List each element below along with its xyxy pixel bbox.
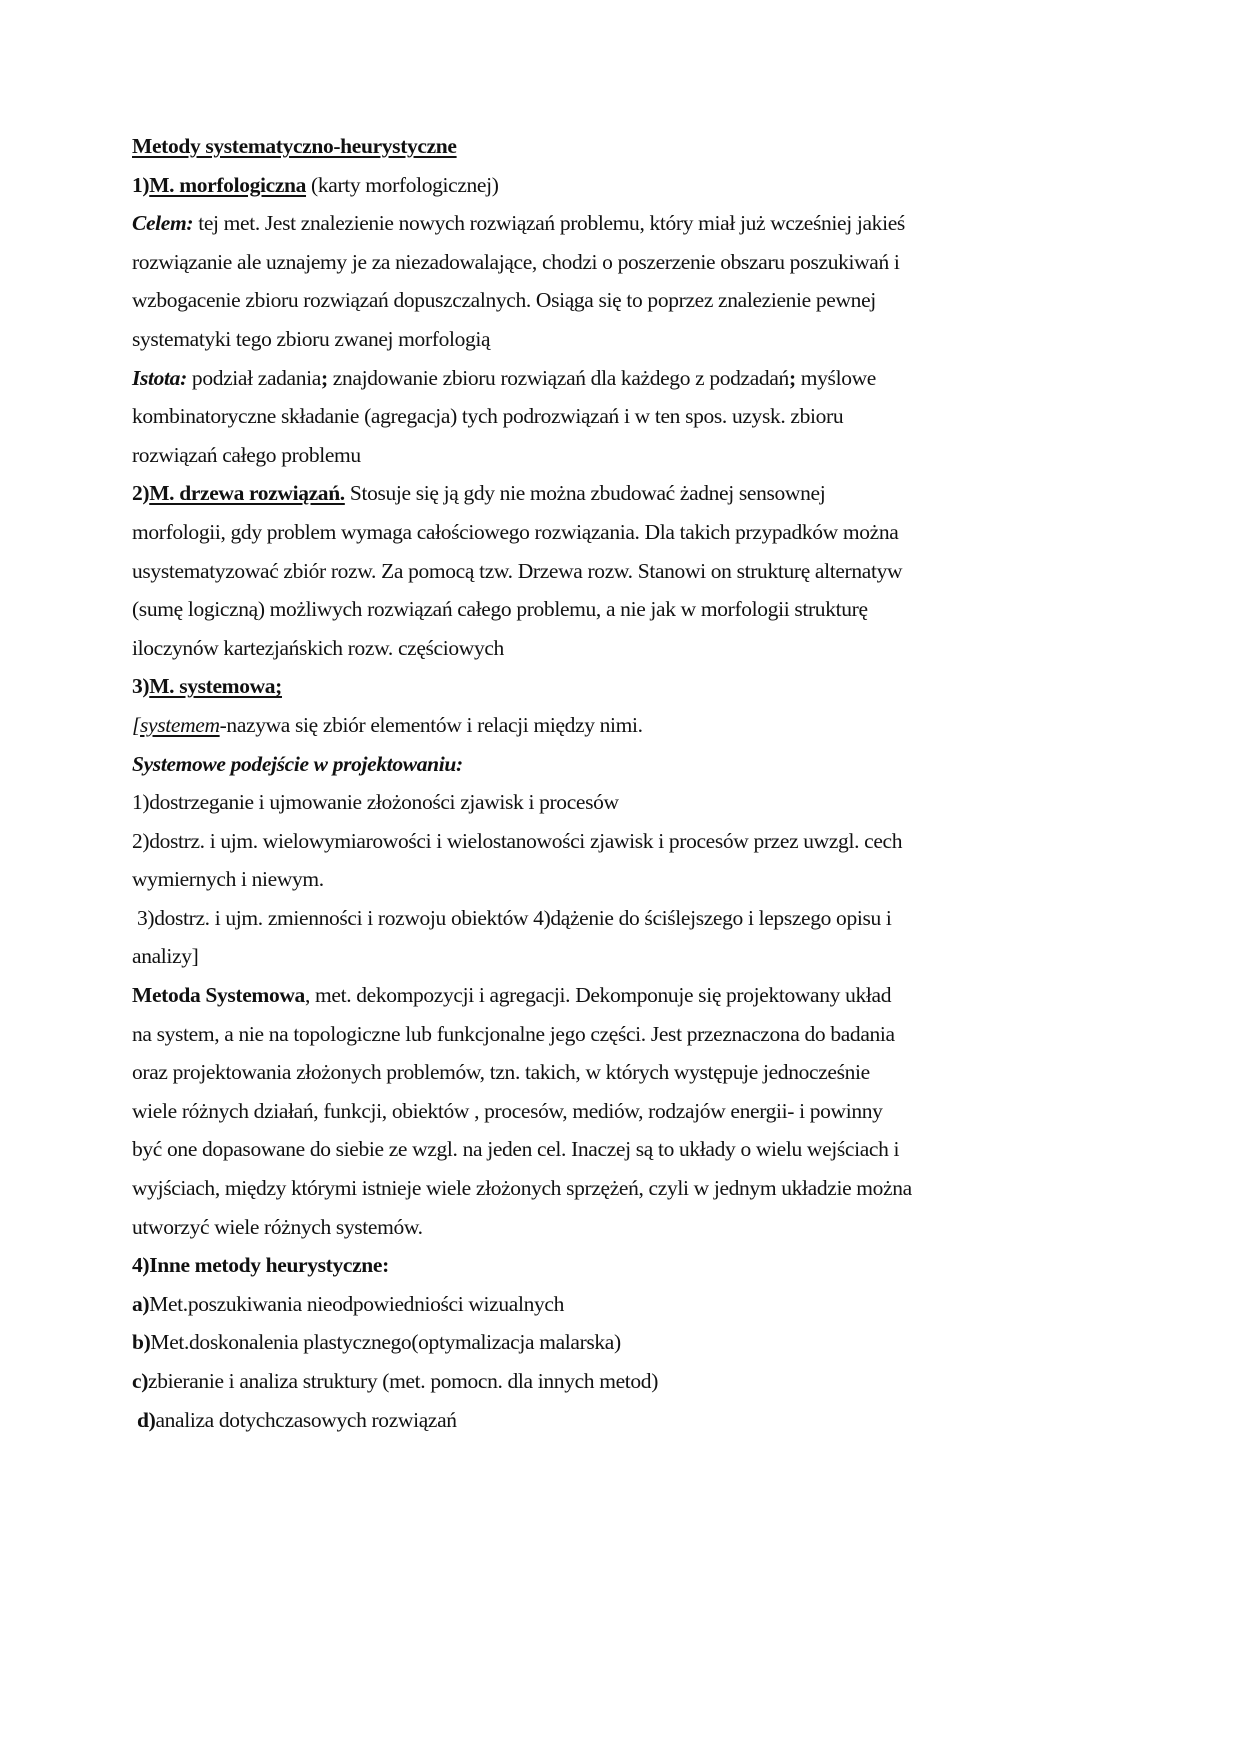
text-line — [132, 1323, 1112, 1362]
text-run: oraz projektowania złożonych problemów, tzn. takich, w których występuje jednocześnie — [132, 1060, 870, 1085]
text-run: , met. dekompozycji i agregacji. Dekomponuje się projektowany układ — [304, 983, 892, 1008]
text-line — [132, 1246, 1112, 1285]
text-run: Istota: — [132, 365, 187, 390]
text-line — [132, 590, 1112, 629]
text-line — [132, 166, 1112, 205]
text-run: ; — [788, 365, 796, 390]
text-line — [132, 1130, 1112, 1169]
text-run: kombinatoryczne składanie (agregacja) tych podrozwiązań i w ten spos. uzysk. zbioru — [132, 404, 844, 429]
text-run: M. drzewa rozwiązań. — [149, 481, 345, 506]
text-line — [132, 1285, 1112, 1324]
text-run: 3) — [132, 674, 150, 699]
text-run: Metody systematyczno-heurystyczne — [132, 134, 457, 158]
text-line — [132, 436, 1112, 475]
text-line — [132, 1169, 1112, 1208]
text-run: zbieranie i analiza struktury (met. pomocn. dla innych metod) — [148, 1369, 659, 1393]
text-line — [132, 629, 1112, 668]
text-line — [132, 1362, 1112, 1401]
text-run: Systemowe podejście w projektowaniu: — [132, 751, 463, 776]
text-run: (sumę logiczną) możliwych rozwiązań całego problemu, a nie jak w morfologii strukturę — [132, 597, 868, 622]
text-line — [132, 783, 1112, 822]
text-run: usystematyzować zbiór rozw. Za pomocą tzw. Drzewa rozw. Stanowi on strukturę alternatyw — [132, 558, 903, 583]
text-run: morfologii, gdy problem wymaga całościowego rozwiązania. Dla takich przypadków można — [132, 519, 899, 544]
text-run: wiele różnych działań, funkcji, obiektów , procesów, mediów, rodzajów energii- i powinny — [132, 1098, 883, 1123]
text-line — [132, 1015, 1112, 1054]
text-run: 2)dostrz. i ujm. wielowymiarowości i wielostanowości zjawisk i procesów przez uwzgl. cech — [132, 828, 903, 853]
text-line — [132, 1208, 1112, 1247]
text-run: Met.poszukiwania nieodpowiedniości wizualnych — [149, 1291, 564, 1316]
text-run: 2) — [132, 481, 150, 506]
text-line — [132, 204, 1112, 243]
text-run: iloczynów kartezjańskich rozw. częściowych — [132, 635, 504, 660]
text-run: myślowe — [795, 365, 876, 390]
text-run: Met.doskonalenia plastycznego(optymalizacja malarska) — [150, 1330, 621, 1355]
text-line — [132, 860, 1112, 899]
text-line — [132, 1092, 1112, 1131]
text-line — [132, 474, 1112, 513]
text-line — [132, 359, 1112, 398]
text-run: M. systemowa; — [149, 674, 282, 699]
text-run: 1)dostrzeganie i ujmowanie złożoności zjawisk i procesów — [132, 790, 619, 815]
text-line — [132, 976, 1112, 1015]
text-run: Stosuje się ją gdy nie można zbudować żadnej sensownej — [344, 481, 826, 506]
text-run: c) — [132, 1369, 149, 1393]
text-line — [132, 243, 1112, 282]
text-run: systematyki tego zbioru zwanej morfologią — [132, 326, 491, 351]
text-run: utworzyć wiele różnych systemów. — [132, 1214, 423, 1239]
text-run: tej met. Jest znalezienie nowych rozwiązań problemu, który miał już wcześniej jakieś — [193, 211, 905, 236]
text-run: [ — [132, 712, 141, 737]
text-line — [132, 281, 1112, 320]
text-line — [132, 1401, 1112, 1440]
text-run: a) — [132, 1291, 150, 1316]
text-run: d) — [137, 1407, 156, 1432]
text-run: wymiernych i niewym. — [132, 867, 324, 892]
text-run: Celem: — [132, 211, 194, 236]
text-run: na system, a nie na topologiczne lub funkcjonalne jego części. Jest przeznaczona do badania — [132, 1021, 895, 1046]
document-title — [132, 127, 1112, 166]
text-line — [132, 513, 1112, 552]
text-run: znajdowanie zbioru rozwiązań dla każdego z podzadań — [327, 365, 789, 390]
text-line — [132, 320, 1112, 359]
text-line — [132, 822, 1112, 861]
text-run: b) — [132, 1330, 151, 1355]
text-run: ; — [320, 365, 328, 390]
text-run: rozwiązanie ale uznajemy je za niezadowalające, chodzi o poszerzenie obszaru poszukiwań i — [132, 249, 900, 274]
text-run: wyjściach, między którymi istnieje wiele złożonych sprzężeń, czyli w jednym układzie można — [132, 1176, 912, 1201]
text-run: 1) — [132, 172, 150, 197]
text-run: być one dopasowane do siebie ze wzgl. na jeden cel. Inaczej są to układy o wielu wejściach i — [132, 1137, 900, 1162]
text-run: M. morfologiczna — [149, 172, 307, 197]
text-run: systemem — [140, 712, 220, 737]
document-page — [132, 127, 1112, 1439]
text-line — [132, 552, 1112, 591]
text-run: analiza dotychczasowych rozwiązań — [155, 1407, 457, 1432]
text-line — [132, 397, 1112, 436]
text-line — [132, 899, 1112, 938]
text-line — [132, 745, 1112, 784]
text-run: -nazywa się zbiór elementów i relacji między nimi. — [219, 712, 643, 737]
text-line — [132, 937, 1112, 976]
text-run: Metoda Systemowa — [132, 983, 305, 1008]
text-line — [132, 706, 1112, 745]
text-run: (karty morfologicznej) — [306, 172, 499, 197]
text-line — [132, 667, 1112, 706]
text-run: podział zadania — [186, 365, 321, 390]
text-run: 3)dostrz. i ujm. zmienności i rozwoju obiektów 4)dążenie do ściślejszego i lepszego opisu i — [132, 905, 892, 930]
text-run: wzbogacenie zbioru rozwiązań dopuszczalnych. Osiąga się to poprzez znalezienie pewnej — [132, 288, 876, 313]
text-run: analizy] — [132, 944, 199, 969]
text-run: rozwiązań całego problemu — [132, 442, 361, 467]
text-run: 4)Inne metody heurystyczne: — [132, 1253, 389, 1278]
text-line — [132, 1053, 1112, 1092]
